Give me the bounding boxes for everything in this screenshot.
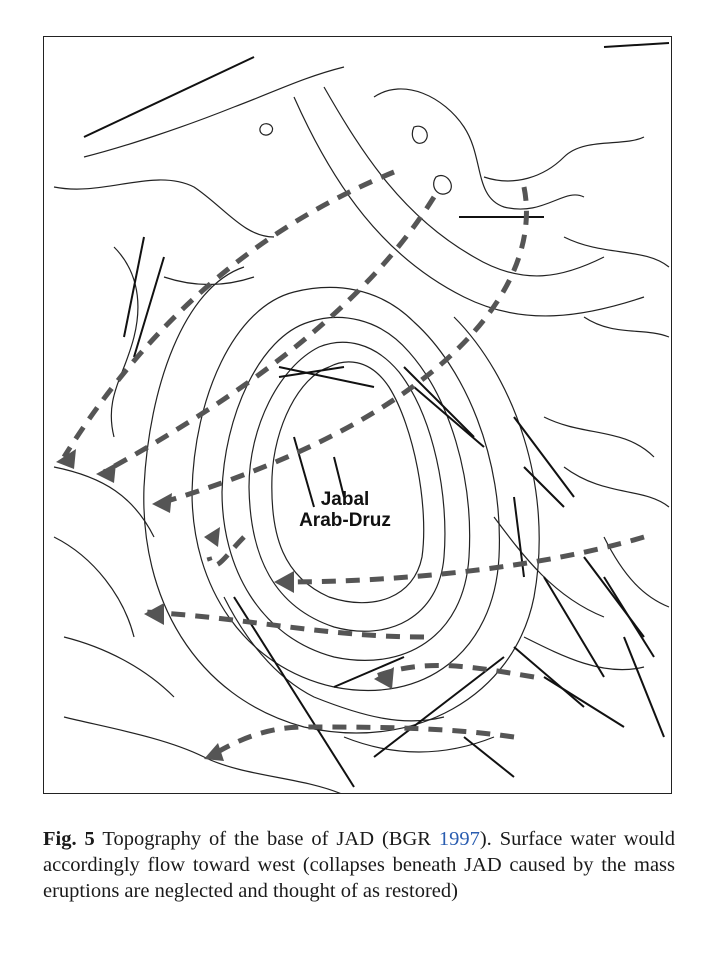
map-place-label-line2: Arab-Druz — [299, 510, 391, 531]
contour-lines — [54, 67, 669, 794]
fault-lines — [84, 43, 669, 787]
figure-label: Fig. 5 — [43, 828, 95, 850]
map-place-label — [270, 489, 420, 531]
reference-link[interactable]: 1997 — [438, 828, 480, 850]
map-place-label-line1: Jabal — [320, 489, 370, 510]
map-drawing — [44, 37, 672, 794]
caption-text-before-ref: Topography of the base of JAD (BGR — [94, 828, 439, 850]
topographic-map — [43, 36, 672, 794]
caption-text-after-ref: ). Surface water would accordingly flow toward west (collapses beneath JAD caused by the mass eruptions are neglected and thought of as restored) — [43, 828, 675, 902]
flow-arrows — [64, 172, 644, 757]
figure-caption — [43, 826, 675, 904]
